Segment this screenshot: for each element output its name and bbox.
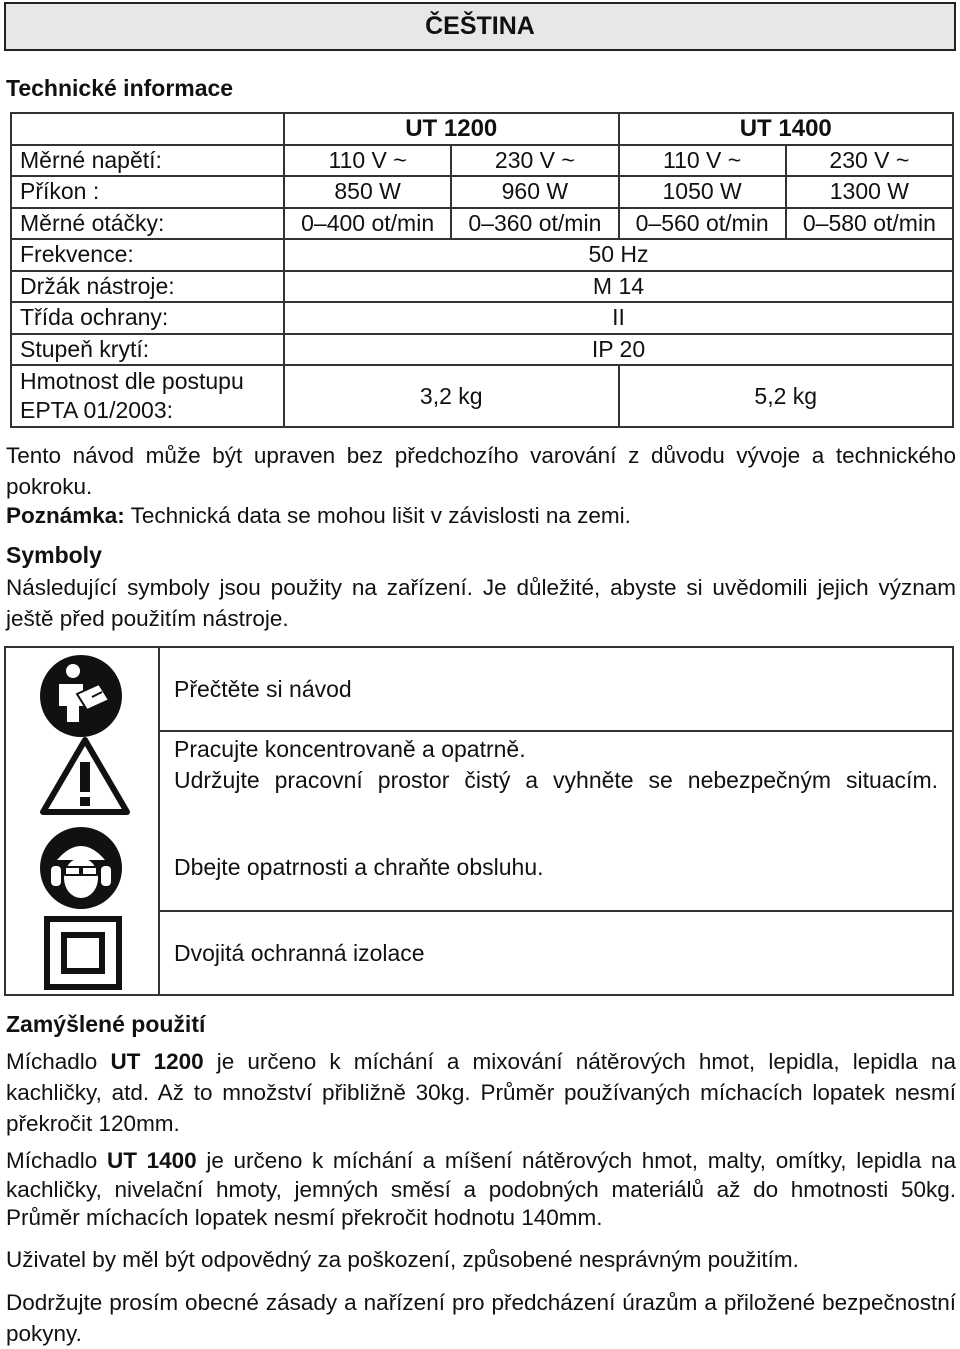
- cell: 0–360 ot/min: [451, 208, 618, 240]
- intended-paragraph-2: [6, 1147, 956, 1233]
- cell: 1050 W: [619, 176, 786, 208]
- note-text: Technická data se mohou lišit v závislosti na zemi.: [124, 503, 631, 528]
- language-header: [4, 2, 956, 51]
- warning-icon: [40, 736, 130, 816]
- table-row: [11, 239, 953, 271]
- symbol-text-double-insulation: Dvojitá ochranná izolace: [174, 940, 425, 966]
- weight-label: [11, 365, 284, 427]
- table-header-row: [11, 113, 953, 145]
- row-label: Měrné otáčky:: [11, 208, 284, 240]
- cell: 50 Hz: [284, 239, 953, 271]
- symbols-heading: Symboly: [6, 542, 102, 568]
- p2-post: je určeno k míchání a míšení nátěrových hmot, malty, omítky, lepidla na kachličky, nivelační hmoty, jemných směsí a podobných materiálů až do hmotnosti 50kg. Průměr míchacích lopatek nesmí překročit hodnotu 140mm.: [6, 1148, 956, 1230]
- cell: 3,2 kg: [284, 365, 619, 427]
- row-label: Třída ochrany:: [11, 302, 284, 334]
- p1-pre: Míchadlo: [6, 1049, 111, 1074]
- p1-model: UT 1200: [110, 1049, 204, 1074]
- cell: IP 20: [284, 334, 953, 366]
- symbol-text-warning-line2: Udržujte pracovní prostor čistý a vyhněte se nebezpečným situacím.: [174, 767, 938, 793]
- divider: [158, 910, 952, 912]
- cell: 230 V ~: [786, 145, 953, 177]
- tech-info-heading: Technické informace: [6, 75, 234, 101]
- cell: 1300 W: [786, 176, 953, 208]
- cell: M 14: [284, 271, 953, 303]
- table-row: [11, 208, 953, 240]
- p2-model: UT 1400: [106, 1148, 197, 1173]
- double-insulation-icon: [44, 916, 122, 990]
- row-label: Držák nástroje:: [11, 271, 284, 303]
- row-label: Frekvence:: [11, 239, 284, 271]
- table-row: [11, 176, 953, 208]
- table-row: [11, 271, 953, 303]
- cell: 850 W: [284, 176, 451, 208]
- empty-header-cell: [11, 113, 284, 145]
- p2-pre: Míchadlo: [6, 1148, 107, 1173]
- cell: 960 W: [451, 176, 618, 208]
- symbols-table: [4, 646, 954, 996]
- symbols-intro: Následující symboly jsou použity na zařízení. Je důležité, abyste si uvědomili jejich význam ještě před použitím nástroje.: [6, 575, 956, 631]
- notice-paragraph: Tento návod může být upraven bez předchozího varování z důvodu vývoje a technického pokroku.: [6, 443, 956, 499]
- intended-paragraph-3: Uživatel by měl být odpovědný za poškození, způsobené nesprávným použitím.: [6, 1247, 799, 1272]
- read-manual-icon: [39, 654, 123, 738]
- weight-label-line2: EPTA 01/2003:: [20, 397, 174, 423]
- cell: 0–580 ot/min: [786, 208, 953, 240]
- intended-paragraph-4: Dodržujte prosím obecné zásady a nařízení pro předcházení úrazům a přiložené bezpečnostní pokyny.: [6, 1290, 956, 1346]
- row-label: Příkon :: [11, 176, 284, 208]
- table-row: [11, 365, 953, 427]
- cell: II: [284, 302, 953, 334]
- note-paragraph: [6, 500, 956, 531]
- spec-table: [10, 112, 954, 428]
- symbol-text-warning-line1: Pracujte koncentrovaně a opatrně.: [174, 736, 526, 762]
- note-label: Poznámka:: [6, 503, 125, 528]
- symbol-text-protection: Dbejte opatrnosti a chraňte obsluhu.: [174, 854, 544, 880]
- row-label: Stupeň krytí:: [11, 334, 284, 366]
- cell: 110 V ~: [284, 145, 451, 177]
- p1-post: je určeno k míchání a mixování nátěrových hmot, lepidla, lepidla na kachličky, atd. Až to množství přibližně 30kg. Průměr používaných míchacích lopatek nesmí překročit 120mm.: [6, 1049, 956, 1136]
- weight-label-line1: Hmotnost dle postupu: [20, 368, 244, 394]
- cell: 230 V ~: [451, 145, 618, 177]
- table-row: [11, 302, 953, 334]
- table-row: [11, 145, 953, 177]
- model-ut1400: UT 1400: [619, 113, 954, 145]
- divider: [158, 730, 952, 732]
- cell: 110 V ~: [619, 145, 786, 177]
- table-row: [11, 334, 953, 366]
- intended-use-heading: Zamýšlené použití: [6, 1011, 206, 1037]
- cell: 0–400 ot/min: [284, 208, 451, 240]
- model-ut1200: UT 1200: [284, 113, 619, 145]
- language-title: ČEŠTINA: [425, 12, 535, 40]
- symbol-text-read-manual: Přečtěte si návod: [174, 676, 352, 702]
- protective-gear-icon: [39, 826, 123, 910]
- cell: 0–560 ot/min: [619, 208, 786, 240]
- row-label: Měrné napětí:: [11, 145, 284, 177]
- cell: 5,2 kg: [619, 365, 954, 427]
- intended-paragraph-1: [6, 1046, 956, 1139]
